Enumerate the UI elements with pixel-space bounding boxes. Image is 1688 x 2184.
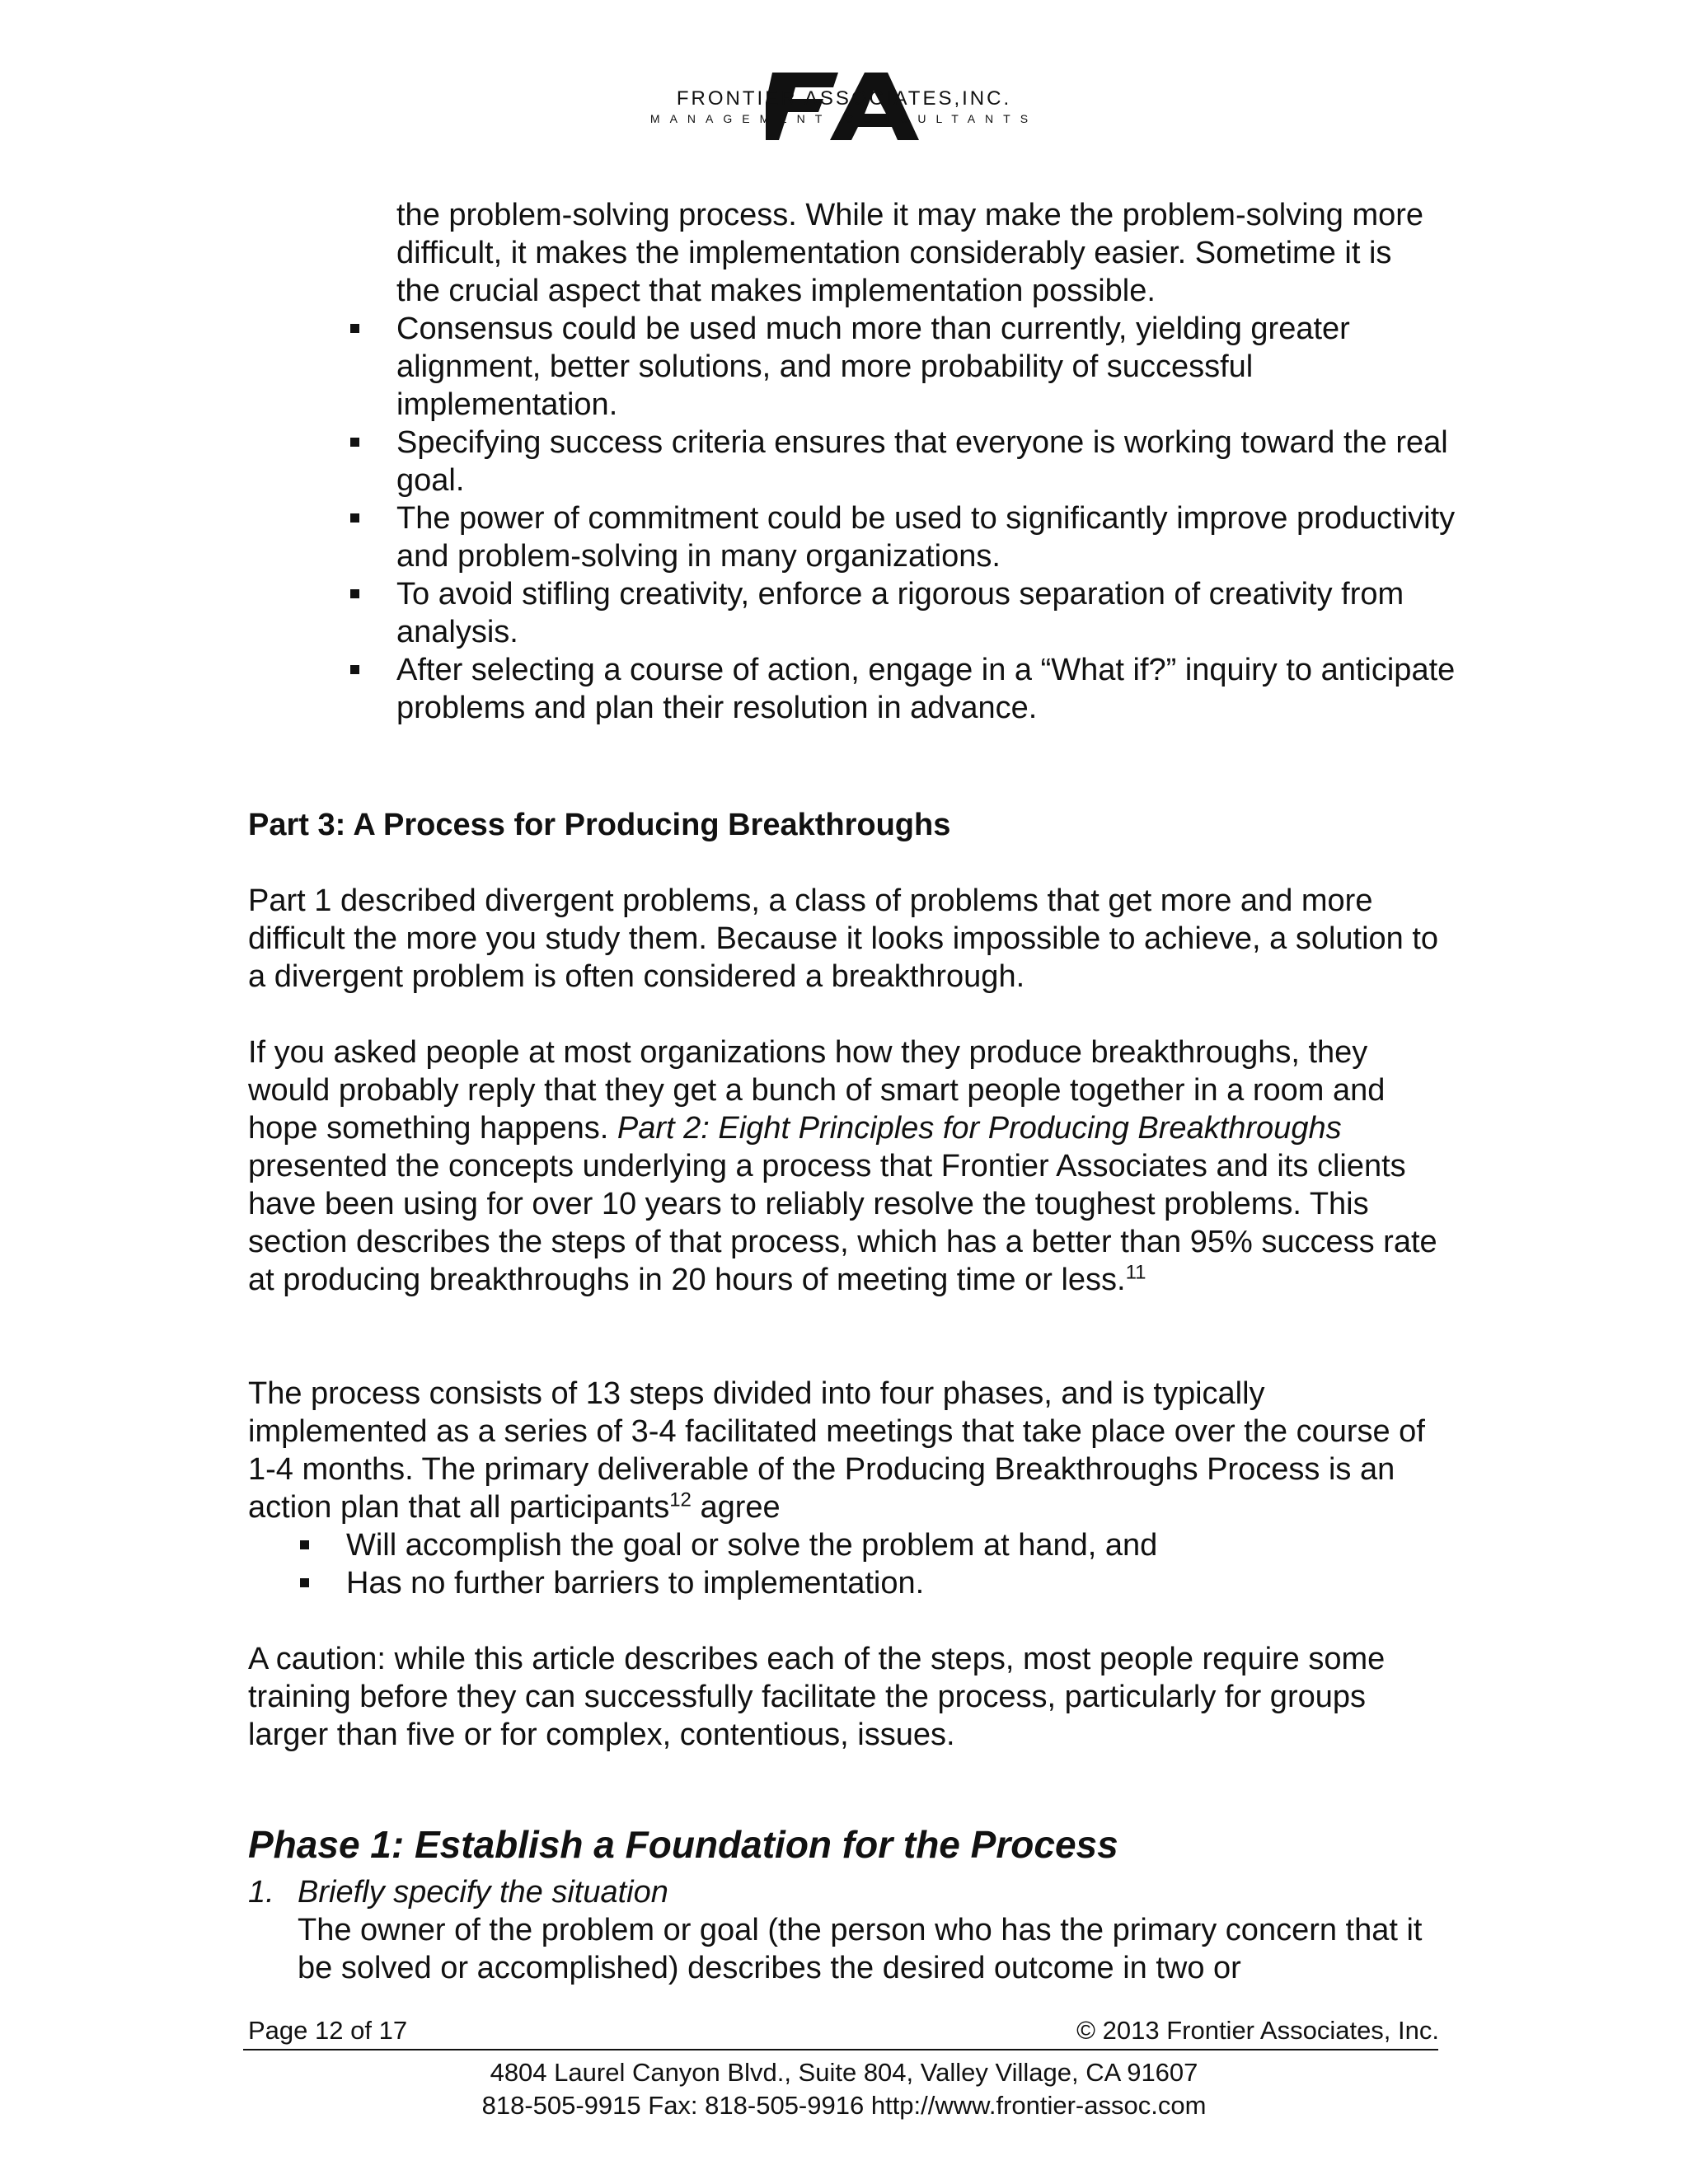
footer-contact: 818-505-9915 Fax: 818-505-9916 http://www.frontier-assoc.com [481,2091,1207,2120]
list-item: After selecting a course of action, engage in a “What if?” inquiry to anticipate problems and plan their resolution in advance. [396,651,1460,727]
footer-divider [243,2049,1438,2050]
bullet-square-icon [350,513,359,523]
list-item: Has no further barriers to implementation. [346,1564,1409,1602]
bullet-square-icon [350,324,359,333]
step-number: 1. [248,1875,274,1910]
bullet-square-icon [350,589,359,598]
italic-reference: Part 2: Eight Principles for Producing Breakthroughs [617,1111,1342,1146]
phase-heading: Phase 1: Establish a Foundation for the Process [248,1823,1118,1866]
step-body: The owner of the problem or goal (the person who has the primary concern that it be solved or accomplished) describes the desired outcome in two or [298,1913,1423,1985]
paragraph: A caution: while this article describes each of the steps, most people require some training before they can successfully facilitate the process, particularly for groups larger than five or for complex, contentious, issues. [248,1642,1386,1752]
paragraph: Part 1 described divergent problems, a class of problems that get more and more difficult the more you study them. Because it looks impossible to achieve, a solution to a divergent problem is often considered a breakthrough. [248,883,1439,994]
list-item: To avoid stifling creativity, enforce a rigorous separation of creativity from analysis. [396,575,1460,651]
list-item: Will accomplish the goal or solve the problem at hand, and [346,1526,1409,1564]
footnote-marker: 11 [1125,1261,1146,1284]
bullet-square-icon [350,438,359,447]
bullet-square-icon [300,1578,309,1587]
page-number: Page 12 of 17 [248,2016,408,2045]
deliverable-bullet-list [346,1526,1409,1602]
list-item: The power of commitment could be used to significantly improve productivity and problem-solving in many organizations. [396,499,1460,575]
company-name: FRONTIER ASSOCIATES,INC. [676,87,1012,110]
list-item: Consensus could be used much more than currently, yielding greater alignment, better solutions, and more probability of successful implementation. [396,310,1460,424]
bullet-square-icon [350,665,359,674]
paragraph: The process consists of 13 steps divided into four phases, and is typically implemented as a series of 3-4 facilitated meetings that take place over the course of 1-4 months. The primary deliverable of the Producing Breakthroughs Process is an action plan that all participants$^{12}$ agree [248,1376,1425,1525]
principles-bullet-list [396,310,1460,727]
step-title: 1. Briefly specify the situation [248,1875,668,1910]
company-tagline: MANAGEMENT CONSULTANTS [649,112,1039,125]
footer-address: 4804 Laurel Canyon Blvd., Suite 804, Valley Village, CA 91607 [490,2058,1198,2087]
paragraph: If you asked people at most organizations how they produce breakthroughs, they would probably reply that they get a bunch of smart people together in a room and hope something happens. Part 2: Eight Principles for Producing Breakthroughs presented the concepts underlying a process that Frontier Associates and its clients have been using for over 10 years to reliably resolve the toughest problems. This section describes the steps of that process, which has a better than 95% success rate at producing breakthroughs in 20 hours of meeting time or less.$^{11}$ [248,1035,1437,1297]
footnote-marker: 12 [669,1488,692,1511]
copyright-notice: © 2013 Frontier Associates, Inc. [1076,2016,1439,2045]
section-heading: Part 3: A Process for Producing Breakthroughs [248,808,951,842]
continued-bullet-text: the problem-solving process. While it may make the problem-solving more difficult, it makes the implementation considerably easier. Sometime it is the crucial aspect that makes implementation possible. [396,198,1424,308]
bullet-square-icon [300,1540,309,1549]
list-item: Specifying success criteria ensures that everyone is working toward the real goal. [396,424,1460,499]
